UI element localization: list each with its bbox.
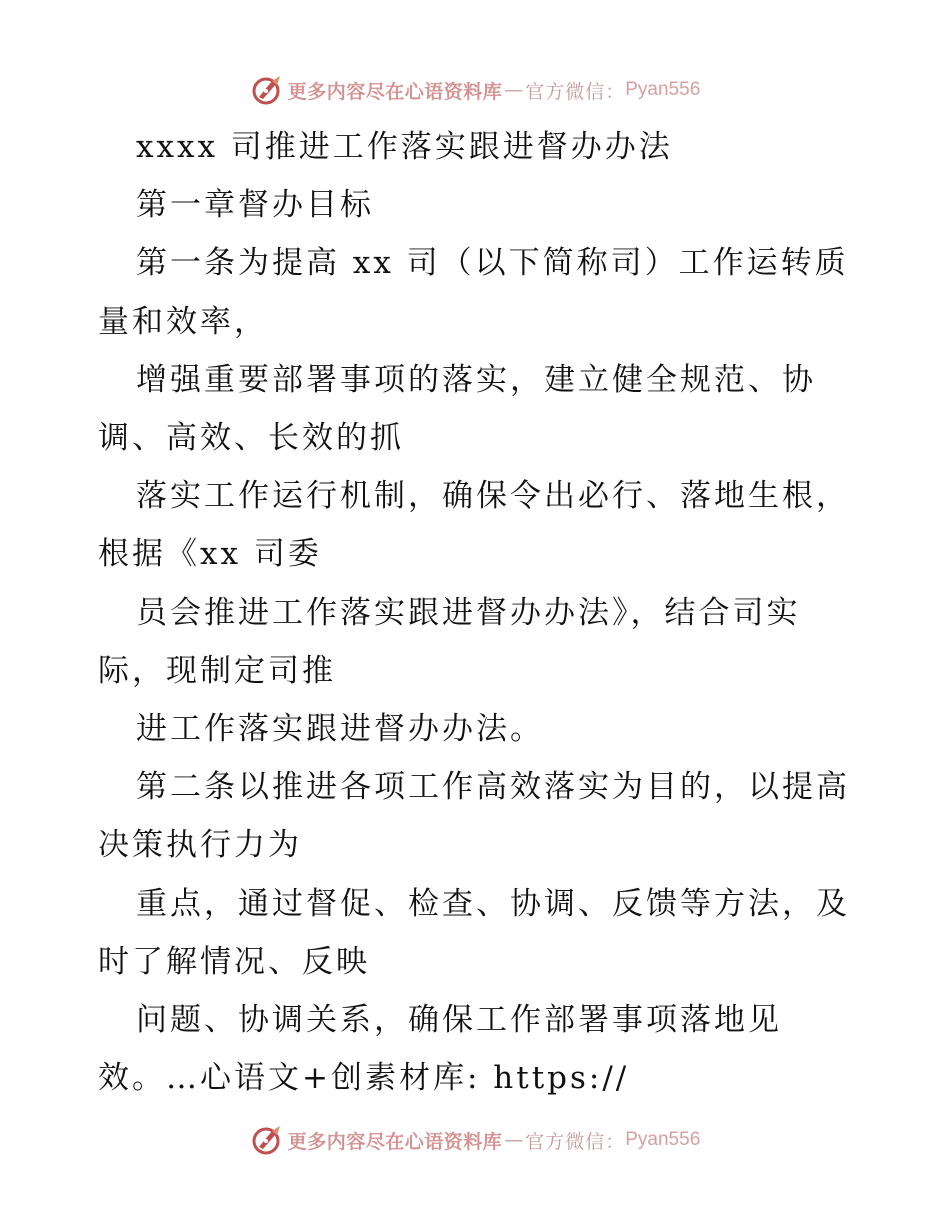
- watermark-dash: —: [504, 79, 524, 101]
- watermark-id: Pyan556: [625, 79, 701, 100]
- header-watermark: [0, 70, 950, 110]
- paragraph-line: 增强重要部署事项的落实，建立健全规范、协: [136, 361, 816, 398]
- paragraph-line: 员会推进工作落实跟进督办办法》，结合司实: [136, 594, 801, 631]
- paragraph-line: 第二条以推进各项工作高效落实为目的，以提高: [136, 769, 850, 806]
- quill-logo-icon: [250, 73, 284, 107]
- paragraph-line: 效。…心语文+创素材库: https://: [98, 1060, 630, 1097]
- paragraph-line: 决策执行力为: [98, 827, 302, 864]
- paragraph-line: 重点，通过督促、检查、协调、反馈等方法，及: [136, 885, 850, 922]
- watermark-brand: 更多内容尽在心语资料库: [287, 80, 503, 103]
- paragraph-line: 问题、协调关系，确保工作部署事项落地见: [136, 1002, 782, 1039]
- document-title: xxxx 司推进工作落实跟进督办办法: [136, 129, 673, 165]
- watermark-label: 官方微信：: [525, 80, 626, 103]
- quill-logo-icon: [250, 1123, 284, 1157]
- paragraph-line: 第一条为提高 xx 司（以下简称司）工作运转质: [136, 245, 849, 282]
- paragraph-line: 量和效率，: [98, 303, 268, 340]
- watermark-id: Pyan556: [625, 1129, 701, 1150]
- paragraph-line: 进工作落实跟进督办办法。: [136, 711, 544, 748]
- paragraph-line: 根据《xx 司委: [98, 536, 322, 573]
- paragraph-line: 落实工作运行机制，确保令出必行、落地生根，: [136, 478, 850, 515]
- paragraph-line: 际，现制定司推: [98, 652, 336, 689]
- chapter-heading: 第一章督办目标: [136, 187, 374, 224]
- watermark-label: 官方微信：: [525, 1130, 626, 1153]
- footer-watermark: [0, 1120, 950, 1160]
- paragraph-line: 调、高效、长效的抓: [98, 420, 404, 457]
- document-body: [98, 118, 858, 1107]
- paragraph-line: 时了解情况、反映: [98, 943, 370, 980]
- watermark-dash: —: [504, 1129, 524, 1151]
- watermark-brand: 更多内容尽在心语资料库: [287, 1130, 503, 1153]
